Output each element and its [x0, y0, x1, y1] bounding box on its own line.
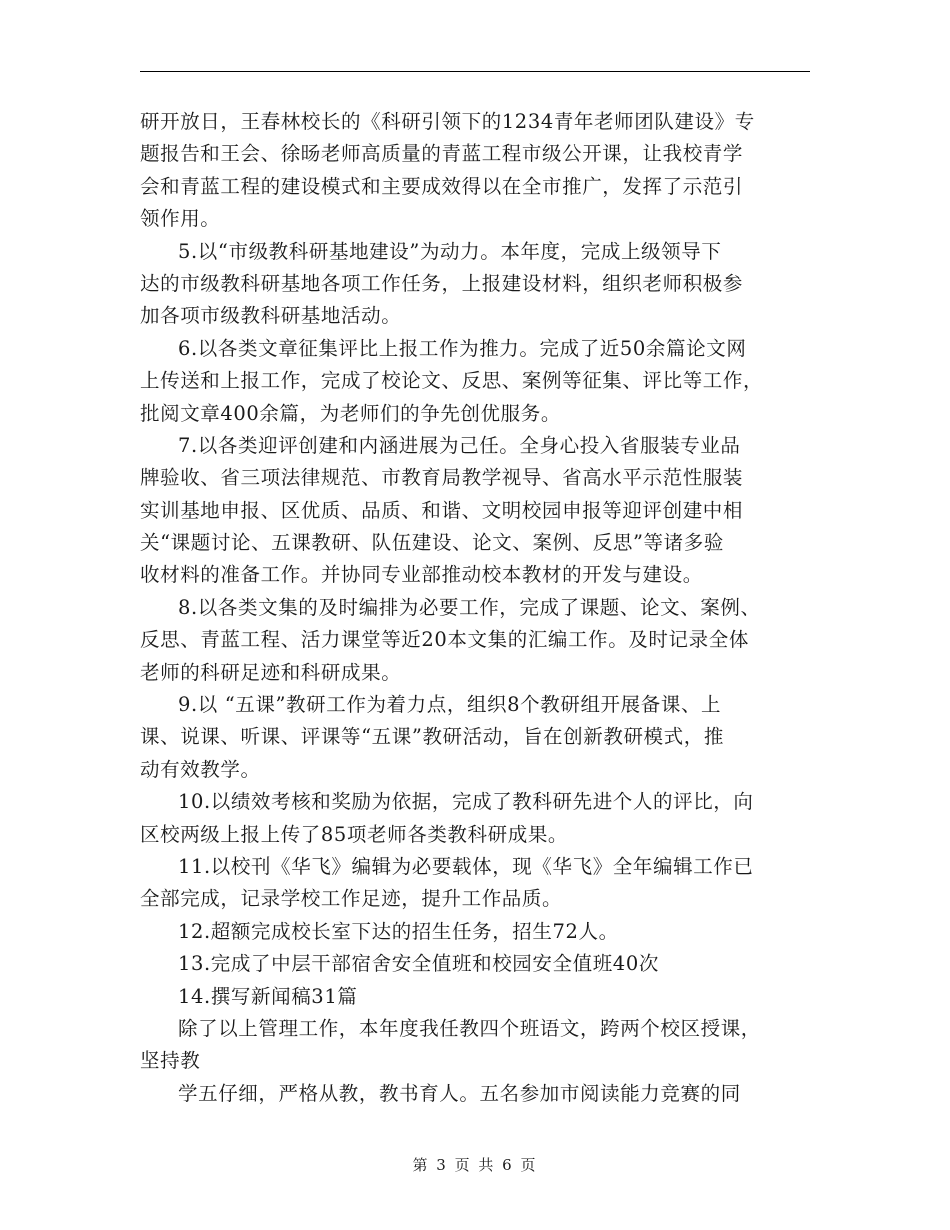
text-line: 老师的科研足迹和科研成果。	[140, 660, 402, 684]
text-line: 14.撰写新闻稿31篇	[178, 984, 358, 1008]
text-line: 批阅文章400余篇，为老师们的争先创优服务。	[140, 401, 561, 425]
text-line: 11.以校刊《华飞》编辑为必要载体，现《华飞》全年编辑工作已	[178, 854, 754, 878]
text-line: 7.以各类迎评创建和内涵进展为己任。全身心投入省服装专业品	[178, 433, 741, 457]
text-line: 动有效教学。	[140, 757, 261, 781]
text-line: 课、说课、听课、评课等“五课”教研活动，旨在创新教研模式，推	[140, 725, 724, 749]
text-line: 8.以各类文集的及时编排为必要工作，完成了课题、论文、案例、	[178, 595, 761, 619]
text-line: 领作用。	[140, 207, 221, 231]
text-line: 全部完成，记录学校工作足迹，提升工作品质。	[140, 887, 563, 911]
text-line: 12.超额完成校长室下达的招生任务，招生72人。	[178, 919, 619, 943]
text-line: 关“课题讨论、五课教研、队伍建设、论文、案例、反思”等诸多验	[140, 531, 724, 555]
text-line: 学五仔细，严格从教，教书育人。五名参加市阅读能力竞赛的同	[178, 1081, 741, 1105]
text-line: 坚持教	[140, 1049, 201, 1073]
text-line: 6.以各类文章征集评比上报工作为推力。完成了近50余篇论文网	[178, 336, 747, 360]
text-line: 10.以绩效考核和奖励为依据，完成了教科研先进个人的评比，向	[178, 790, 754, 814]
text-line: 9.以 “五课”教研工作为着力点，组织8个教研组开展备课、上	[178, 693, 722, 717]
text-line: 会和青蓝工程的建设模式和主要成效得以在全市推广，发挥了示范引	[140, 174, 744, 198]
text-line: 研开放日，王春林校长的《科研引领下的1234青年老师团队建设》专	[140, 110, 755, 133]
page-footer: 第 3 页 共 6 页	[412, 1156, 538, 1174]
text-line: 5.以“市级教科研基地建设”为动力。本年度，完成上级领导下	[178, 239, 722, 263]
text-line: 实训基地申报、区优质、品质、和谐、文明校园申报等迎评创建中相	[140, 498, 744, 522]
text-line: 13.完成了中层干部宿舍安全值班和校园安全值班40次	[178, 952, 659, 976]
text-line: 上传送和上报工作，完成了校论文、反思、案例等征集、评比等工作，	[140, 369, 764, 393]
text-line: 收材料的准备工作。并协同专业部推动校本教材的开发与建设。	[140, 563, 703, 587]
text-line: 牌验收、省三项法律规范、市教育局教学视导、省高水平示范性服装	[140, 466, 744, 490]
text-line: 区校两级上报上传了85项老师各类教科研成果。	[140, 822, 569, 846]
text-line: 题报告和王会、徐旸老师高质量的青蓝工程市级公开课，让我校青学	[140, 142, 744, 166]
text-line: 加各项市级教科研基地活动。	[140, 304, 402, 328]
text-line: 反思、青蓝工程、活力课堂等近20本文集的汇编工作。及时记录全体	[140, 628, 749, 652]
header-rule	[140, 71, 810, 72]
text-line: 达的市级教科研基地各项工作任务，上报建设材料，组织老师积极参	[140, 271, 744, 295]
document-body	[140, 106, 812, 1110]
text-line: 除了以上管理工作，本年度我任教四个班语文，跨两个校区授课，	[178, 1016, 761, 1040]
